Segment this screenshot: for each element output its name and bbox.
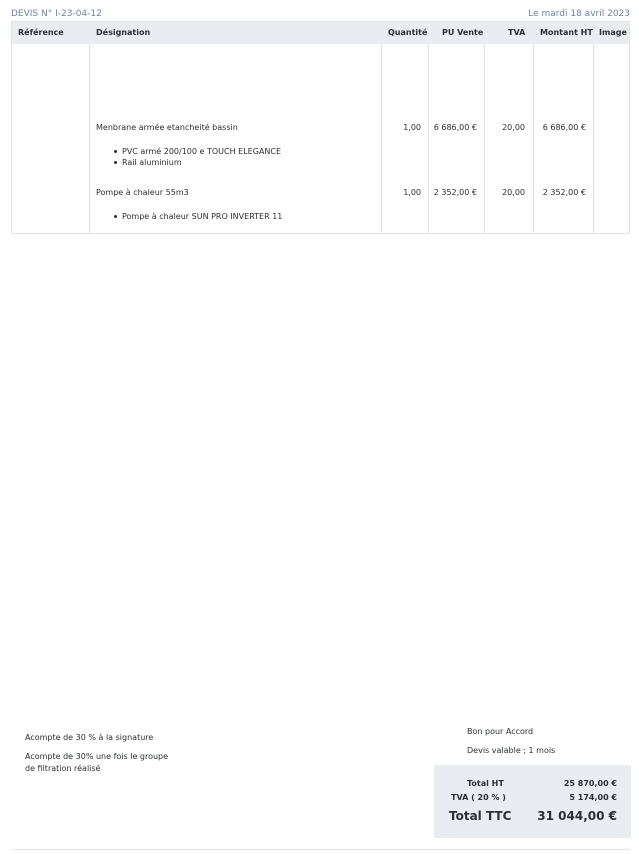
row-details-list — [96, 146, 376, 168]
row-montant-ht: 2 352,00 € — [542, 188, 586, 197]
col-quantite: Quantité — [388, 28, 428, 37]
total-ht-label: Total HT — [467, 779, 504, 788]
total-ttc-value: 31 044,00 € — [537, 809, 617, 823]
row-pu-vente: 6 686,00 € — [433, 123, 477, 132]
document-header — [11, 9, 630, 21]
col-tva: TVA — [508, 28, 526, 37]
row-details-list — [96, 211, 376, 222]
devis-date: Le mardi 18 avril 2023 — [528, 9, 630, 19]
quote-table — [11, 21, 630, 234]
col-pu-vente: PU Vente — [442, 28, 484, 37]
total-ht-value: 25 870,00 € — [563, 779, 617, 788]
column-divider — [89, 44, 90, 233]
footer-divider — [11, 849, 630, 850]
col-designation: Désignation — [96, 28, 151, 37]
tva-label: TVA ( 20 % ) — [451, 793, 506, 802]
column-divider — [381, 44, 382, 233]
detail-item: Rail aluminium — [96, 157, 376, 168]
row-designation: Menbrane armée etancheité bassin — [96, 123, 238, 132]
bon-pour-accord: Bon pour Accord — [467, 727, 534, 736]
col-montant-ht: Montant HT — [540, 28, 593, 37]
row-montant-ht: 6 686,00 € — [542, 123, 586, 132]
row-pu-vente: 2 352,00 € — [433, 188, 477, 197]
detail-item: PVC armé 200/100 e TOUCH ELEGANCE — [96, 146, 376, 157]
column-divider — [593, 44, 594, 233]
devis-number: DEVIS N° I-23-04-12 — [11, 9, 102, 19]
row-tva: 20,00 — [502, 188, 525, 197]
acompte-note-2-line1: Acompte de 30% une fois le groupe — [25, 752, 169, 761]
row-designation: Pompe à chaleur 55m3 — [96, 188, 189, 197]
acompte-note-1: Acompte de 30 % à la signature — [25, 733, 154, 742]
column-divider — [533, 44, 534, 233]
acompte-note-2-line2: de filtration réalisé — [25, 764, 101, 773]
row-quantite: 1,00 — [403, 188, 421, 197]
column-divider — [428, 44, 429, 233]
devis-validite: Devis valable ; 1 mois — [467, 746, 556, 755]
col-image: Image — [599, 28, 627, 37]
row-quantite: 1,00 — [403, 123, 421, 132]
totals-box — [434, 765, 631, 838]
col-reference: Référence — [18, 28, 64, 37]
detail-item: Pompe à chaleur SUN PRO INVERTER 11 — [96, 211, 376, 222]
total-ttc-label: Total TTC — [449, 809, 512, 823]
row-tva: 20,00 — [502, 123, 525, 132]
table-header — [12, 22, 629, 44]
acompte-note-2 — [25, 751, 168, 775]
column-divider — [484, 44, 485, 233]
tva-value: 5 174,00 € — [569, 793, 617, 802]
